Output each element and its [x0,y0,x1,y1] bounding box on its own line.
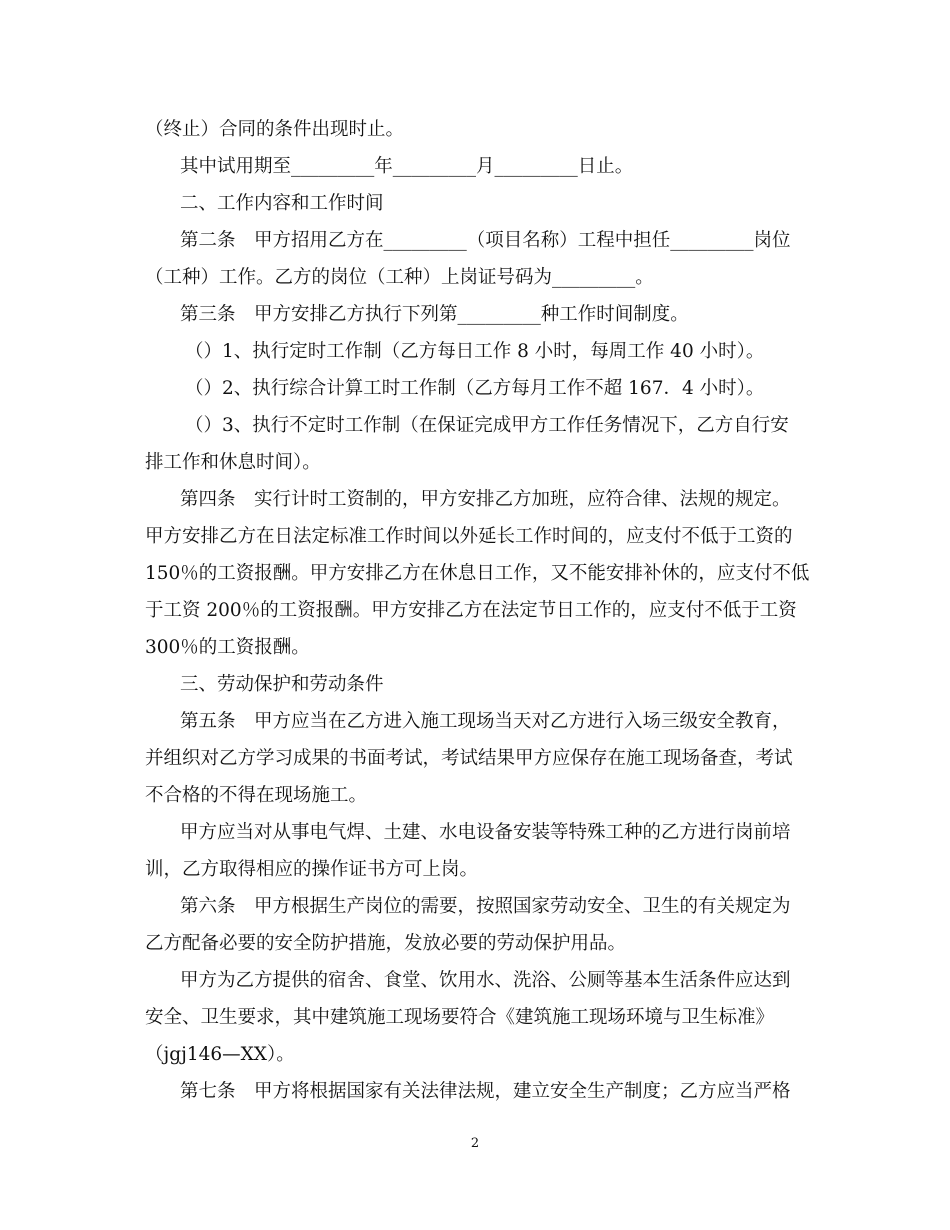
text-line: （jgj146—XX）。 [145,1044,295,1065]
text-line: （）1、执行定时工作制（乙方每日工作 8 小时，每周工作 40 小时）。 [185,341,765,362]
text-line: 300％的工资报酬。 [145,637,310,658]
text-line: 安全、卫生要求，其中建筑施工现场要符合《建筑施工现场环境与卫生标准》 [145,1007,775,1028]
text-line: 其中试用期至_________年_________月_________日止。 [180,156,634,177]
section-heading: 三、劳动保护和劳动条件 [180,674,384,695]
text-line: 并组织对乙方学习成果的书面考试，考试结果甲方应保存在施工现场备查，考试 [145,748,793,769]
text-line: 第三条 甲方安排乙方执行下列第_________种工作时间制度。 [180,304,689,325]
text-line: 不合格的不得在现场施工。 [145,785,368,806]
text-line: 于工资 200％的工资报酬。甲方安排乙方在法定节日工作的，应支付不低于工资 [145,600,797,621]
page-number: 2 [470,1136,480,1151]
text-line: （终止）合同的条件出现时止。 [145,119,405,140]
text-line: （工种）工作。乙方的岗位（工种）上岗证号码为_________。 [145,267,654,288]
text-line: 乙方配备必要的安全防护措施，发放必要的劳动保护用品。 [145,933,627,954]
text-line: 150％的工资报酬。甲方安排乙方在休息日工作，又不能安排补休的，应支付不低 [145,563,810,584]
text-line: 第四条 实行计时工资制的，甲方安排乙方加班，应符合律、法规的规定。 [180,489,791,510]
text-line: 训，乙方取得相应的操作证书方可上岗。 [145,859,479,880]
text-line: （）3、执行不定时工作制（在保证完成甲方工作任务情况下，乙方自行安 [185,415,789,436]
text-line: 第六条 甲方根据生产岗位的需要，按照国家劳动安全、卫生的有关规定为 [180,896,791,917]
text-line: 甲方为乙方提供的宿舍、食堂、饮用水、洗浴、公厕等基本生活条件应达到 [180,970,791,991]
text-line: 排工作和休息时间）。 [145,452,321,473]
text-line: 第二条 甲方招用乙方在_________（项目名称）工程中担任_________岗位 [180,230,791,251]
text-line: 甲方安排乙方在日法定标准工作时间以外延长工作时间的，应支付不低于工资的 [145,526,793,547]
text-line: 第五条 甲方应当在乙方进入施工现场当天对乙方进行入场三级安全教育， [180,711,791,732]
text-line: 第七条 甲方将根据国家有关法律法规，建立安全生产制度；乙方应当严格 [180,1081,791,1102]
section-heading: 二、工作内容和工作时间 [180,193,384,214]
text-line: （）2、执行综合计算工时工作制（乙方每月工作不超 167．4 小时）。 [185,378,765,399]
text-line: 甲方应当对从事电气焊、土建、水电设备安装等特殊工种的乙方进行岗前培 [180,822,791,843]
